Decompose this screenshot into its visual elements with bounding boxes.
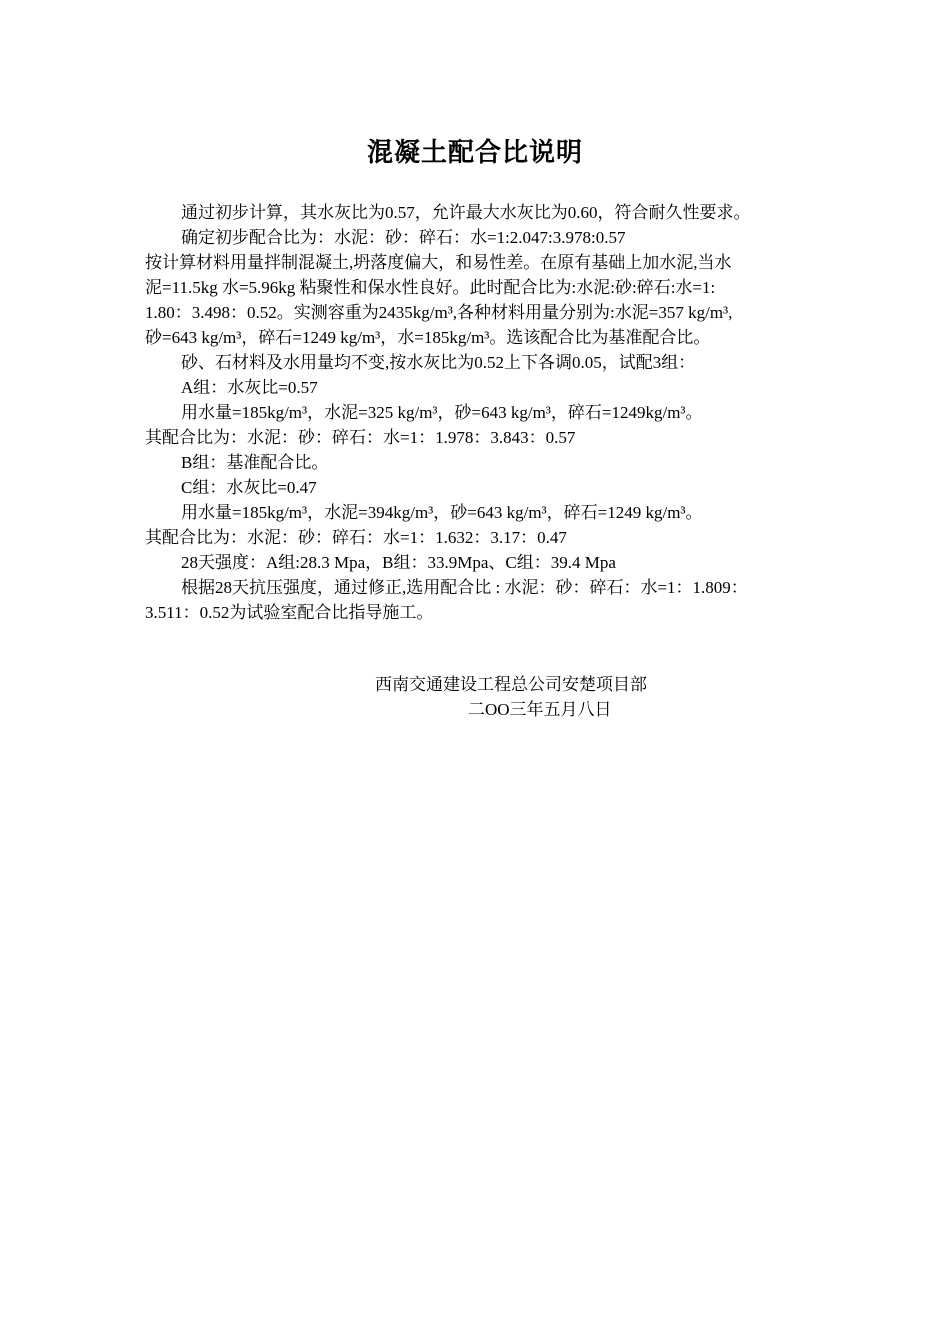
paragraph-line-2: 确定初步配合比为：水泥：砂：碎石：水=1:2.047:3.978:0.57 (181, 228, 626, 247)
paragraph-line-3: 按计算材料用量拌制混凝土,坍落度偏大，和易性差。在原有基础上加水泥,当水 (145, 253, 732, 272)
group-c-heading: C组：水灰比=0.47 (181, 478, 317, 497)
document-body (145, 200, 811, 625)
group-c-materials: 用水量=185kg/m³，水泥=394kg/m³，砂=643 kg/m³，碎石=1249 kg/m³。 (181, 503, 703, 522)
signature-date: 二OO三年五月八日 (468, 700, 612, 719)
conclusion-line-1: 根据28天抗压强度，通过修正,选用配合比 : 水泥：砂：碎石：水=1：1.809： (181, 578, 748, 597)
strength-results: 28天强度：A组:28.3 Mpa，B组：33.9Mpa、C组：39.4 Mpa (181, 553, 616, 572)
group-a-ratio: 其配合比为：水泥：砂：碎石：水=1：1.978：3.843：0.57 (145, 428, 576, 447)
paragraph-line-6: 砂=643 kg/m³，碎石=1249 kg/m³，水=185kg/m³。选该配合比为基准配合比。 (145, 328, 711, 347)
paragraph-line-4: 泥=11.5kg 水=5.96kg 粘聚性和保水性良好。此时配合比为:水泥:砂:碎石:水=1: (145, 278, 716, 297)
group-b-heading: B组：基准配合比。 (181, 453, 329, 472)
group-c-ratio: 其配合比为：水泥：砂：碎石：水=1：1.632：3.17：0.47 (145, 528, 567, 547)
document-title: 混凝土配合比说明 (366, 138, 583, 168)
signature-organization: 西南交通建设工程总公司安楚项目部 (375, 675, 647, 694)
group-a-heading: A组：水灰比=0.57 (181, 378, 318, 397)
paragraph-line-1: 通过初步计算，其水灰比为0.57，允许最大水灰比为0.60，符合耐久性要求。 (181, 203, 751, 222)
group-a-materials: 用水量=185kg/m³，水泥=325 kg/m³，砂=643 kg/m³，碎石=1249kg/m³。 (181, 403, 703, 422)
conclusion-line-2: 3.511：0.52为试验室配合比指导施工。 (145, 603, 434, 622)
paragraph-line-7: 砂、石材料及水用量均不变,按水灰比为0.52上下各调0.05，试配3组： (181, 353, 696, 372)
paragraph-line-5: 1.80：3.498：0.52。实测容重为2435kg/m³,各种材料用量分别为:水泥=357 kg/m³, (145, 303, 733, 322)
